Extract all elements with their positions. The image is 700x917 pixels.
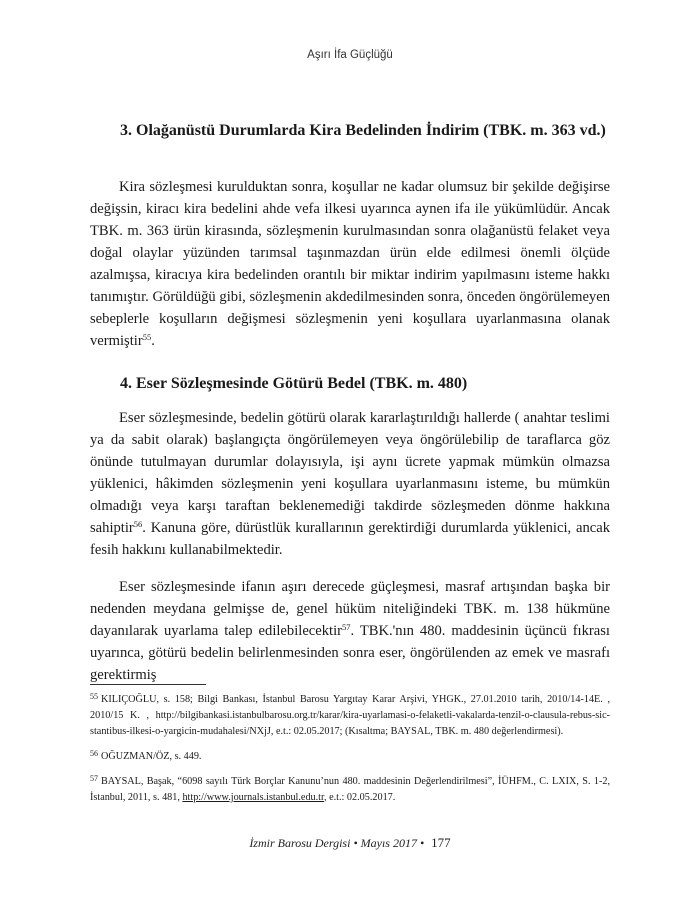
footnote-number: 55 (90, 692, 98, 701)
footer-bullet: • (419, 836, 425, 850)
page-number: 177 (431, 835, 451, 850)
section-heading: 3. Olağanüstü Durumlarda Kira Bedelinden İndirim (TBK. m. 363 vd.) (120, 122, 606, 139)
running-header: Aşırı İfa Güçlüğü (307, 49, 393, 61)
section-4-paragraph-2 (90, 576, 610, 686)
page-footer (0, 835, 700, 851)
section-4 (90, 373, 610, 394)
section-heading: 4. Eser Sözleşmesinde Götürü Bedel (TBK. m. 480) (120, 375, 468, 392)
section-3-paragraph (90, 176, 610, 352)
footnote: $^{57}$ BAYSAL, Başak, “6098 sayılı Türk Borçlar Kanunu’nun 480. maddesinin Değerlendirilmesi”, İÜHFM., C. LXIX, S. 1-2, İstanbul, 2011, s. 481, http://www.journals.istanbul.edu.tr, e.t.: 02.05.2017. (90, 774, 610, 803)
footnote-number: 57 (90, 774, 98, 783)
footnote: $^{55}$ KILIÇOĞLU, s. 158; Bilgi Bankası, İstanbul Barosu Yargıtay Karar Arşivi, YHGK., 27.01.2010 tarih, 2010/14-14E. , 2010/15 K. , http://bilgibankasi.istanbulbarosu.org.tr/karar/kira-uyarlamasi-o-felaketli-vakalarda-tenzil-o-clausula-rebus-sic-stantibus-ilkesi-o-yargicin-mudahalesi/NXjJ, e.t.: 02.05.2017; (Kısaltma; BAYSAL, TBK. m. 480 değerlendirmesi). (90, 692, 610, 737)
footnotes (90, 689, 610, 812)
body-paragraph: Kira sözleşmesi kurulduktan sonra, koşullar ne kadar olumsuz bir şekilde değişirse değişsin, kiracı kira bedelini ahde vefa ilkesi uyarınca aynen ifa ile yükümlüdür. Ancak TBK. m. 363 ürün kirasında, sözleşmenin kurulmasından sonra olağanüstü felaket veya doğal olaylar yüzünden tarımsal taşınmazdan ürün elde edilmesi önemli ölçüde azalmışsa, kiracıya kira bedelinden orantılı bir miktar indirim yapılmasını isteme hakkı tanımıştır. Görüldüğü gibi, sözleşmenin akdedilmesinden sonra, önceden öngörülemeyen sebeplerle koşulların değişmesi sözleşmenin yeni koşullara uyarlanmasına olanak vermiştir$^{55}$. (90, 179, 610, 349)
footnote-reference[interactable]: 57 (342, 622, 351, 632)
section-3 (90, 120, 610, 141)
journal-link[interactable]: http://www.journals.istanbul.edu.tr (182, 792, 324, 803)
issue-date: Mayıs 2017 (360, 836, 417, 850)
footnote: $^{56}$ OĞUZMAN/ÖZ, s. 449. (90, 749, 202, 762)
footnote-reference[interactable]: 56 (133, 519, 143, 529)
footer-bullet: • (353, 836, 358, 850)
footnote-divider (90, 684, 206, 685)
section-4-paragraph-1 (90, 407, 610, 561)
body-paragraph: Eser sözleşmesinde ifanın aşırı derecede güçleşmesi, masraf artışından başka bir nedenden meydana gelmişse de, genel hüküm niteliğindeki TBK. m. 138 hükmüne dayanılarak uyarlama talep edilebilecektir$^{57}$. TBK.'nın 480. maddesinin üçüncü fıkrası uyarınca, götürü bedelin belirlenmesinden sonra eser, öngörülenden az emek ve masrafı gerektirmiş (90, 579, 610, 683)
footnote-reference[interactable]: 55 (142, 332, 152, 342)
body-paragraph: Eser sözleşmesinde, bedelin götürü olarak kararlaştırıldığı hallerde ( anahtar teslimi ya da sabit olarak) başlangıçta öngörülemeyen veya öngörülebilip de taraflarca göz önünde tutulmayan durumlar dolayısıyla, işi aynı ücrete yapmak mümkün olmazsa yüklenici, hâkimden sözleşmenin yeni koşullara uyarlanmasını isteme, bu mümkün olmadığı veya karşı taraftan beklenemediği takdirde sözleşmeden dönme hakkına sahiptir$^{56}$. Kanuna göre, dürüstlük kurallarının gerektirdiği durumlarda yüklenici, ancak fesih hakkını kullanabilmektedir. (90, 410, 610, 558)
journal-name: İzmir Barosu Dergisi (249, 836, 351, 850)
footnote-number: 56 (90, 749, 98, 758)
